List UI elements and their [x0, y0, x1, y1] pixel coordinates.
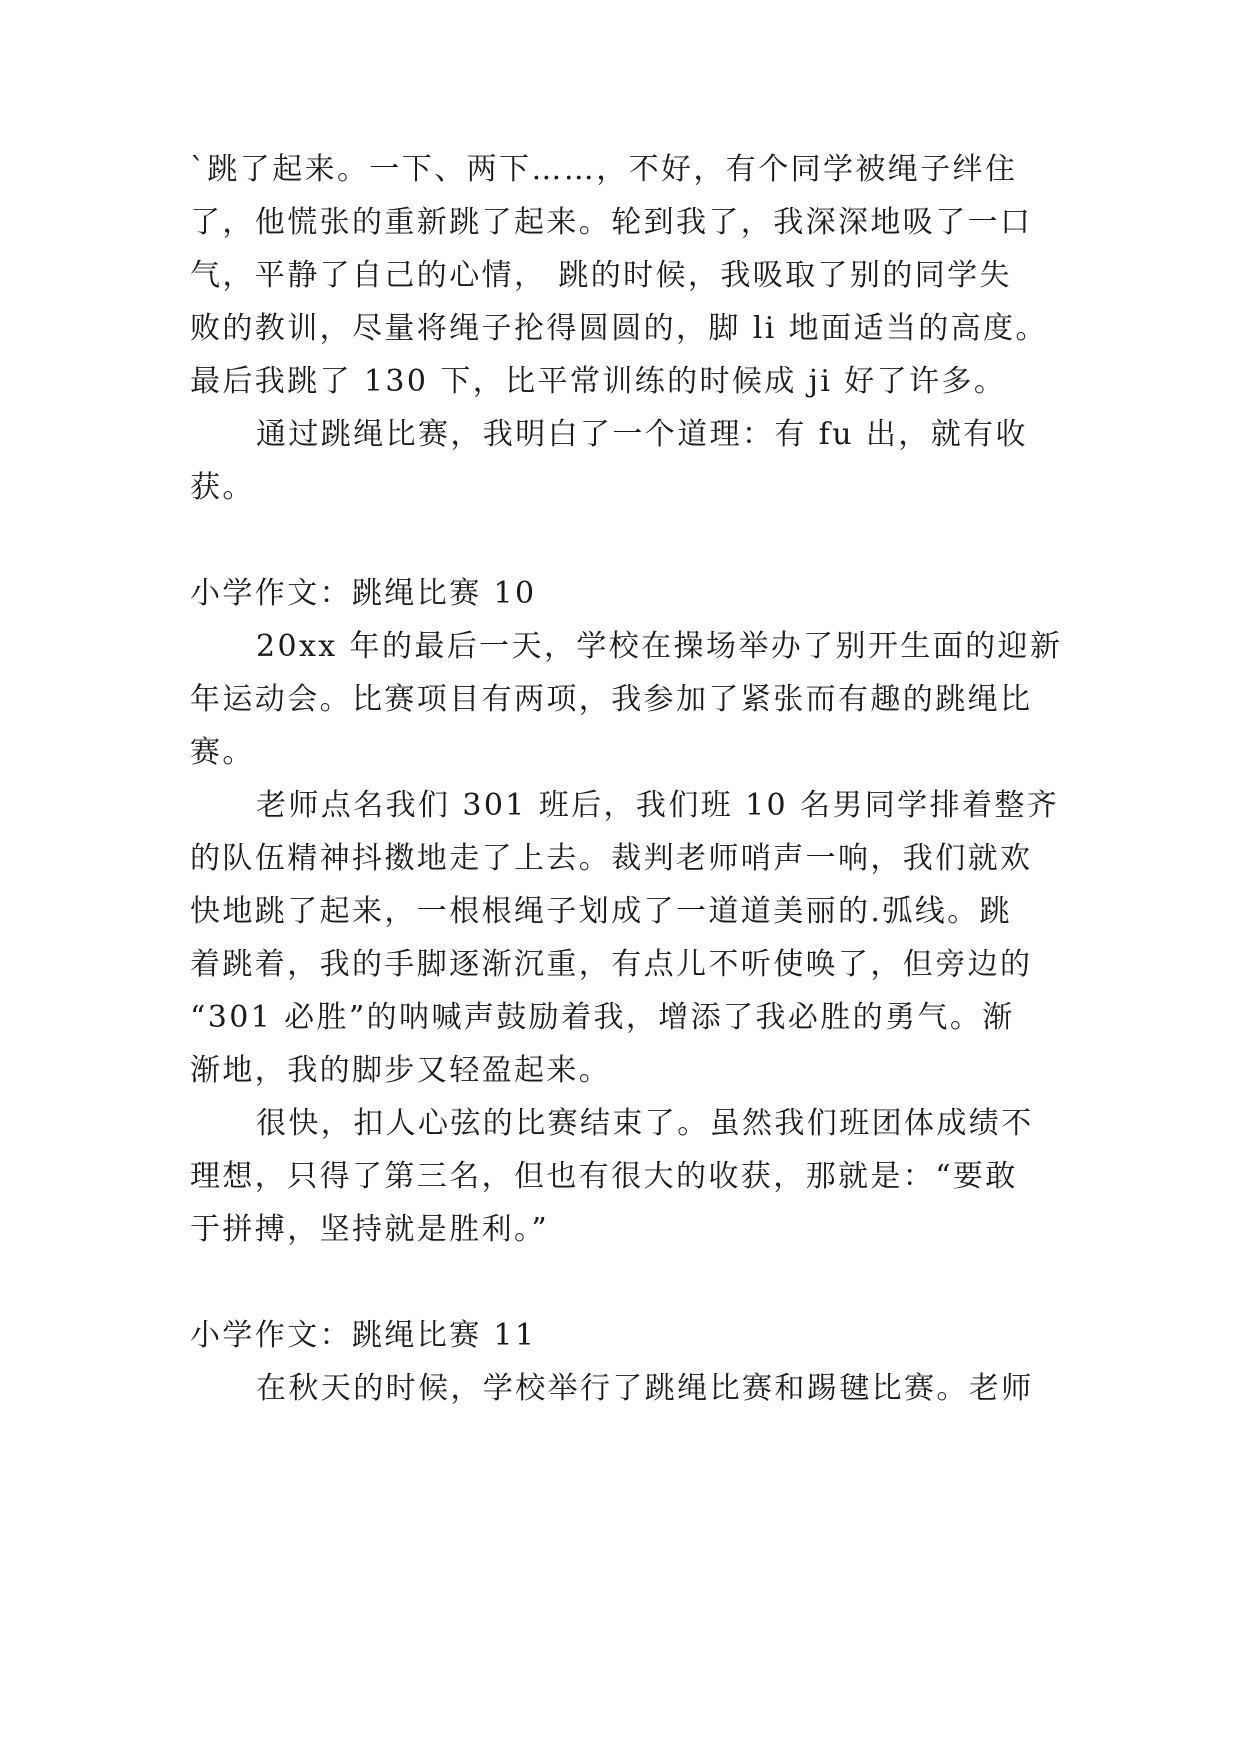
text-line: 着跳着，我的手脚逐渐沉重，有点儿不听使唤了，但旁边的 — [190, 947, 1033, 982]
text-line: 于拼搏，坚持就是胜利。” — [190, 1212, 550, 1247]
text-line: 了，他慌张的重新跳了起来。轮到我了，我深深地吸了一口 — [190, 205, 1033, 240]
text-line: 快地跳了起来，一根根绳子划成了一道道美丽的.弧线。跳 — [190, 894, 1012, 929]
text-line: “301 必胜”的呐喊声鼓励着我，增添了我必胜的勇气。渐 — [190, 1000, 1015, 1035]
text-line: `跳了起来。一下、两下……，不好，有个同学被绳子绊住 — [190, 152, 1018, 187]
text-line: 年运动会。比赛项目有两项，我参加了紧张而有趣的跳绳比 — [190, 682, 1033, 717]
text-line: 理想，只得了第三名，但也有很大的收获，那就是：“要敢 — [190, 1159, 1018, 1194]
text-line: 通过跳绳比赛，我明白了一个道理：有 fu 出，就有收 — [256, 417, 1028, 452]
text-line: 渐地，我的脚步又轻盈起来。 — [190, 1053, 612, 1088]
text-line: 在秋天的时候，学校举行了跳绳比赛和踢毽比赛。老师 — [256, 1371, 1034, 1406]
text-line: 败的教训，尽量将绳子抡得圆圆的，脚 li 地面适当的高度。 — [190, 311, 1048, 346]
text-line: 20xx 年的最后一天，学校在操场举办了别开生面的迎新 — [256, 629, 1063, 664]
text-line: 老师点名我们 301 班后，我们班 10 名男同学排着整齐 — [256, 788, 1060, 823]
text-line: 赛。 — [190, 735, 255, 770]
essay-10-title: 小学作文：跳绳比赛 10 — [190, 576, 537, 611]
text-line: 获。 — [190, 470, 255, 505]
text-line: 最后我跳了 130 下，比平常训练的时候成 ji 好了许多。 — [190, 364, 1007, 399]
text-line: 很快，扣人心弦的比赛结束了。虽然我们班团体成绩不 — [256, 1106, 1034, 1141]
text-line: 的队伍精神抖擞地走了上去。裁判老师哨声一响，我们就欢 — [190, 841, 1033, 876]
essay-11-title: 小学作文：跳绳比赛 11 — [190, 1318, 537, 1353]
text-line: 气，平静了自己的心情， 跳的时候，我吸取了别的同学失 — [190, 258, 1012, 293]
